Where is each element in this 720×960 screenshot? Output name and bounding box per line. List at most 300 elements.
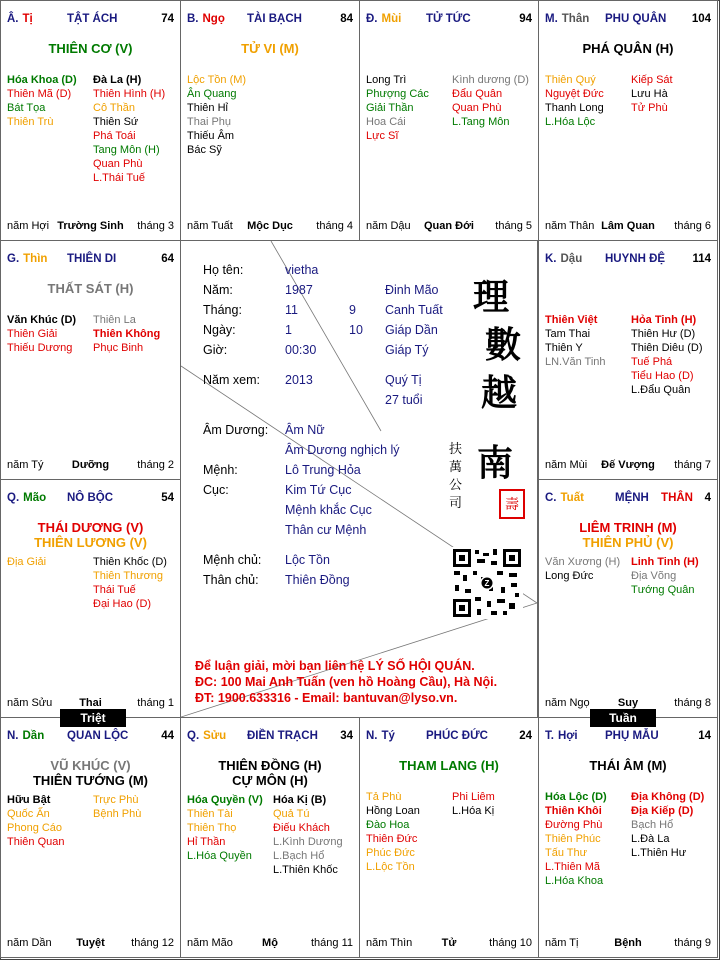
palace-abbr: G.: [7, 253, 20, 265]
palace-thin: [0, 240, 181, 480]
minor-star: Đào Hoa: [366, 819, 410, 831]
palace-header: [545, 730, 711, 744]
palace-footer: [7, 937, 174, 951]
minor-star: L.Đà La: [631, 833, 670, 845]
palace-branch: [545, 253, 582, 265]
palace-age-number: 64: [161, 253, 174, 265]
minor-star: Cô Thần: [93, 102, 135, 114]
minor-star: Thiên Khôi: [545, 805, 602, 817]
minor-stars-right: [631, 73, 673, 115]
footer-year: năm Thìn: [366, 937, 413, 949]
age-value: 27 tuổi: [385, 393, 423, 407]
palace-dau: [538, 240, 718, 480]
footer-stage: Dưỡng: [71, 459, 110, 471]
minor-star: Điếu Khách: [273, 822, 330, 834]
minor-star: Hóa Quyền (V): [187, 794, 263, 806]
palace-branch: [545, 492, 584, 504]
palace-age-number: 44: [161, 730, 174, 742]
major-star: THIÊN PHỦ (V): [582, 535, 674, 550]
minor-star: Đà La (H): [93, 74, 142, 86]
palace-name: NÔ BỘC: [67, 492, 113, 504]
minor-star: Tiểu Hao (D): [631, 370, 694, 382]
minor-star: L.Thiên Hư: [631, 847, 687, 859]
palace-header: [545, 13, 711, 27]
minor-star: Thiên Diêu (D): [631, 342, 703, 354]
name-label: Họ tên:: [203, 263, 244, 277]
minor-star: Quan Phù: [93, 158, 143, 170]
day-solar: 1: [285, 323, 292, 337]
minor-star: Tướng Quân: [631, 584, 695, 596]
palace-abbr: M.: [545, 13, 558, 25]
footer-year: năm Sửu: [7, 697, 53, 709]
seal-char-4: 司: [449, 496, 463, 511]
minor-star: Thiên Khốc (D): [93, 556, 167, 568]
minor-star: Hóa Lộc (D): [545, 791, 607, 803]
minor-star: Phúc Đức: [366, 847, 415, 859]
minor-star: Quốc Ấn: [7, 808, 50, 820]
minor-star: Phượng Các: [366, 88, 429, 100]
palace-footer: [187, 220, 353, 234]
minor-stars-left: [545, 73, 604, 129]
minor-star: Thiên Đức: [366, 833, 418, 845]
contact-line-2: ĐC: 100 Mai Anh Tuấn (ven hồ Hoàng Cầu), Hà Nội.: [195, 675, 498, 689]
minor-star: Tả Phù: [366, 791, 402, 803]
palace-branch: [366, 730, 395, 742]
menh-label: Mệnh:: [203, 463, 238, 477]
minor-star: Nguyệt Đức: [545, 88, 604, 100]
footer-year: năm Tuất: [187, 220, 233, 232]
minor-star: Quan Phù: [452, 102, 502, 114]
minor-star: Hồng Loan: [366, 805, 420, 817]
palace-name: HUYNH ĐỆ: [605, 253, 666, 265]
palace-name: TÀI BẠCH: [247, 13, 302, 25]
minor-stars-left: [187, 793, 263, 863]
palace-footer: [545, 937, 711, 951]
palace-ti: [359, 717, 539, 958]
than-chu-value: Thiên Đồng: [285, 573, 350, 587]
contact-line-1: Để luận giải, mời bạn liên hệ LÝ SỐ HỘI QUÁN.: [195, 659, 475, 673]
palace-name: TỬ TỨC: [426, 13, 471, 25]
svg-text:Z: Z: [484, 579, 490, 588]
palace-age-number: 14: [698, 730, 711, 742]
palace-header: [366, 730, 532, 744]
palace-branch-name: Thìn: [23, 253, 48, 265]
palace-ty: [0, 0, 181, 241]
footer-stage: Trường Sinh: [57, 220, 124, 232]
view-year-value: 2013: [285, 373, 313, 387]
palace-abbr: Â.: [7, 13, 19, 25]
minor-star: Tử Phù: [631, 102, 668, 114]
major-star: THÁI ÂM (M): [589, 758, 667, 773]
palace-ngo: [180, 0, 360, 241]
minor-star: L.Hóa Kị: [452, 805, 495, 817]
minor-star: Hoa Cái: [366, 116, 406, 128]
palace-branch-name: Dậu: [560, 253, 583, 265]
minor-star: Long Đức: [545, 570, 594, 582]
palace-branch: [7, 253, 47, 265]
cuc-label: Cục:: [203, 483, 229, 497]
minor-star: Trực Phù: [93, 794, 139, 806]
palace-branch-name: Ngọ: [202, 13, 225, 25]
qr-code-icon: [451, 547, 523, 619]
palace-suu: [180, 717, 360, 958]
palace-age-number: 94: [519, 13, 532, 25]
minor-stars-left: [545, 313, 606, 369]
palace-header: [545, 492, 711, 506]
month-solar: 11: [285, 303, 298, 317]
minor-star: Tấu Thư: [545, 847, 588, 859]
minor-star: Bạch Hổ: [631, 819, 674, 831]
minor-stars-left: [545, 555, 620, 583]
minor-star: Thiên Y: [545, 342, 583, 354]
minor-star: Đường Phù: [545, 819, 603, 831]
year-canchi: Đinh Mão: [385, 283, 439, 297]
cuc-note-2: Thân cư Mệnh: [285, 523, 367, 537]
minor-star: Thái Tuế: [93, 584, 136, 596]
minor-star: Phi Liêm: [452, 791, 495, 803]
palace-branch: [7, 492, 46, 504]
footer-stage: Thai: [79, 697, 102, 709]
month-canchi: Canh Tuất: [385, 303, 443, 317]
major-star: CỰ MÔN (H): [232, 773, 308, 788]
minor-star: Địa Kiếp (D): [631, 805, 694, 817]
minor-star: L.Lộc Tồn: [366, 861, 415, 873]
palace-branch: [187, 13, 225, 25]
minor-star: Tuế Phá: [631, 356, 673, 368]
footer-month: tháng 6: [674, 220, 711, 232]
footer-month: tháng 8: [674, 697, 711, 709]
minor-star: Kiếp Sát: [631, 74, 673, 86]
minor-stars-right: [452, 790, 495, 818]
palace-hoi: [538, 717, 718, 958]
palace-age-number: 24: [519, 730, 532, 742]
palace-tuat: [538, 479, 718, 718]
footer-year: năm Dần: [7, 937, 52, 949]
seal-char-3: 公: [449, 478, 463, 493]
minor-star: Phá Toái: [93, 130, 136, 142]
major-star: VŨ KHÚC (V): [50, 758, 131, 773]
palace-abbr: Q.: [187, 730, 200, 742]
yin-yang-note: Âm Dương nghịch lý: [285, 443, 400, 457]
seal-char-1: 扶: [449, 442, 463, 457]
minor-star: Thiên Quan: [7, 836, 65, 848]
minor-star: Thiên Quý: [545, 74, 596, 86]
calligraphy-3: 越: [481, 372, 518, 414]
yin-yang-label: Âm Dương:: [203, 423, 269, 437]
palace-age-number: 104: [691, 13, 711, 25]
menh-chu-label: Mệnh chủ:: [203, 553, 262, 567]
palace-mao: [0, 479, 181, 718]
name-value: vietha: [285, 263, 319, 277]
minor-star: L.Thiên Khốc: [273, 864, 338, 876]
minor-star: Thiên Trù: [7, 116, 54, 128]
contact-line-3: ĐT: 1900.633316 - Email: bantuvan@lyso.vn.: [195, 691, 458, 705]
minor-star: Bệnh Phù: [93, 808, 142, 820]
minor-star: Hữu Bật: [7, 794, 51, 806]
palace-branch-name: Mão: [23, 492, 47, 504]
palace-branch: [545, 13, 589, 25]
footer-year: năm Hợi: [7, 220, 50, 232]
major-star: THIÊN CƠ (V): [48, 41, 133, 56]
minor-star: Phong Cáo: [7, 822, 63, 834]
palace-name: PHỤ MẪU: [605, 730, 659, 742]
minor-star: Đại Hao (D): [93, 598, 152, 610]
palace-footer: [366, 937, 532, 951]
minor-star: Bát Tọa: [7, 102, 46, 114]
footer-month: tháng 5: [495, 220, 532, 232]
minor-star: Lưu Hà: [631, 88, 668, 100]
footer-month: tháng 4: [316, 220, 353, 232]
minor-stars-right: [631, 555, 699, 597]
year-label: Năm:: [203, 283, 233, 297]
minor-star: Thiên Không: [93, 328, 161, 340]
minor-star: Văn Khúc (D): [7, 314, 77, 326]
minor-stars-right: [93, 555, 167, 611]
minor-stars-left: [7, 555, 46, 569]
minor-star: Thiên Thọ: [187, 822, 237, 834]
footer-year: năm Dậu: [366, 220, 411, 232]
footer-month: tháng 7: [674, 459, 711, 471]
minor-star: L.Hóa Lộc: [545, 116, 596, 128]
major-star: PHÁ QUÂN (H): [582, 41, 674, 56]
footer-stage: Mộc Dục: [247, 220, 293, 232]
footer-stage: Lâm Quan: [601, 220, 655, 232]
major-star: LIÊM TRINH (M): [579, 520, 677, 535]
palace-branch-name: Sửu: [203, 730, 227, 742]
palace-age-number: 54: [161, 492, 174, 504]
footer-stage: Tuyệt: [76, 937, 105, 949]
palace-branch-name: Thân: [561, 13, 590, 25]
palace-footer: [366, 220, 532, 234]
minor-stars-left: [366, 790, 420, 874]
palace-branch-name: Hợi: [557, 730, 578, 742]
tuan-tag: Tuần: [590, 709, 656, 727]
palace-age-number: 4: [704, 492, 711, 504]
minor-stars-right: [93, 313, 160, 355]
minor-star: Địa Không (D): [631, 791, 705, 803]
palace-branch: [366, 13, 401, 25]
palace-abbr: B.: [187, 13, 199, 25]
cuc-note: Mệnh khắc Cục: [285, 503, 372, 517]
minor-star: Thiên Thương: [93, 570, 164, 582]
minor-star: Đẩu Quân: [452, 88, 503, 100]
view-year-label: Năm xem:: [203, 373, 260, 387]
month-lunar: 9: [349, 303, 356, 317]
minor-star: Hỉ Thần: [187, 836, 226, 848]
palace-age-number: 84: [340, 13, 353, 25]
minor-star: Bác Sỹ: [187, 144, 222, 156]
month-label: Tháng:: [203, 303, 242, 317]
minor-star: LN.Văn Tinh: [545, 356, 606, 368]
major-star: THAM LANG (H): [399, 758, 499, 773]
minor-star: Kình dương (D): [452, 74, 529, 86]
palace-age-number: 74: [161, 13, 174, 25]
palace-name: ĐIỀN TRẠCH: [247, 730, 318, 742]
minor-stars-left: [7, 793, 64, 849]
menh-value: Lô Trung Hỏa: [285, 463, 361, 477]
minor-star: Văn Xương (H): [545, 556, 621, 568]
palace-abbr: C.: [545, 492, 557, 504]
minor-star: Ân Quang: [187, 88, 237, 100]
footer-month: tháng 9: [674, 937, 711, 949]
minor-star: Thiên Việt: [545, 314, 598, 326]
minor-star: Hỏa Tinh (H): [631, 314, 697, 326]
minor-star: Tam Thai: [545, 328, 591, 340]
footer-month: tháng 11: [310, 937, 353, 949]
minor-star: L.Thái Tuế: [93, 172, 145, 184]
palace-branch: [7, 13, 33, 25]
palace-branch: [187, 730, 226, 742]
palace-name: QUAN LỘC: [67, 730, 129, 742]
year-value: 1987: [285, 283, 313, 297]
minor-stars-right: [631, 790, 704, 860]
footer-stage: Suy: [617, 697, 639, 709]
footer-month: tháng 1: [137, 697, 174, 709]
minor-star: Thiên Tài: [187, 808, 233, 820]
footer-year: năm Thân: [545, 220, 595, 232]
footer-stage: Bệnh: [614, 937, 642, 949]
palace-mui: [359, 0, 539, 241]
menh-chu-value: Lộc Tồn: [285, 553, 330, 567]
minor-star: Giải Thần: [366, 102, 414, 114]
palace-footer: [187, 937, 353, 951]
major-star: THÁI DƯƠNG (V): [37, 520, 144, 535]
minor-star: Thiên Hư (D): [631, 328, 696, 340]
minor-star: L.Kình Dương: [273, 836, 343, 848]
minor-star: L.Hóa Quyền: [187, 850, 252, 862]
minor-star: Thanh Long: [545, 102, 604, 114]
footer-stage: Mộ: [262, 937, 278, 949]
footer-year: năm Mão: [187, 937, 233, 949]
palace-branch-name: Tuất: [560, 492, 584, 504]
palace-branch-name: Tị: [22, 13, 33, 25]
minor-star: L.Hóa Khoa: [545, 875, 604, 887]
day-lunar: 10: [349, 323, 363, 337]
minor-stars-left: [7, 313, 76, 355]
palace-age-number: 114: [692, 253, 711, 265]
palace-header: [7, 730, 174, 744]
triet-tag: Triệt: [60, 709, 126, 727]
palace-abbr: K.: [545, 253, 557, 265]
minor-stars-left: [7, 73, 77, 129]
palace-branch-name: Mùi: [381, 13, 402, 25]
minor-star: Long Trì: [366, 74, 407, 86]
view-year-canchi: Quý Tị: [385, 373, 422, 387]
palace-header: [187, 730, 353, 744]
minor-star: Hóa Kị (B): [273, 794, 327, 806]
palace-abbr: Q.: [7, 492, 20, 504]
yin-yang-value: Âm Nữ: [285, 423, 325, 437]
palace-footer: [545, 220, 711, 234]
day-canchi: Giáp Dần: [385, 323, 438, 337]
palace-name: THIÊN DI: [67, 253, 117, 265]
palace-name: MỆNH: [615, 492, 649, 504]
palace-header: [187, 13, 353, 27]
palace-header: [7, 13, 174, 27]
minor-star: Thiên Hình (H): [93, 88, 166, 100]
minor-star: L.Đẩu Quân: [631, 384, 691, 396]
palace-branch: [7, 730, 44, 742]
footer-year: năm Ngọ: [545, 697, 590, 709]
minor-star: Địa Võng: [631, 570, 677, 582]
palace-header: [545, 253, 711, 267]
palace-name: PHÚC ĐỨC: [426, 730, 488, 742]
minor-star: Thiên Hỉ: [187, 102, 228, 114]
footer-stage: Tử: [441, 937, 457, 949]
minor-stars-left: [187, 73, 246, 157]
palace-abbr: T.: [545, 730, 554, 742]
palace-branch-name: Tý: [381, 730, 395, 742]
center-info-panel: [180, 240, 538, 718]
than-chu-label: Thân chủ:: [203, 573, 259, 587]
minor-star: Thiếu Âm: [187, 130, 235, 142]
minor-star: Thiên Giải: [7, 328, 58, 340]
minor-stars-right: [631, 313, 703, 397]
palace-than: [538, 0, 718, 241]
minor-star: Lực Sĩ: [366, 130, 399, 142]
footer-month: tháng 10: [489, 937, 532, 949]
footer-month: tháng 2: [137, 459, 174, 471]
palace-header: [7, 492, 174, 506]
major-star: THIÊN TƯỚNG (M): [32, 773, 149, 788]
palace-abbr: Đ.: [366, 13, 378, 25]
minor-star: Thai Phụ: [187, 116, 232, 128]
major-star: THIÊN ĐỒNG (H): [218, 758, 322, 773]
palace-footer: [7, 220, 174, 234]
minor-stars-left: [366, 73, 429, 143]
minor-stars-right: [93, 793, 141, 821]
minor-star: Địa Giải: [7, 556, 47, 568]
seal-char-2: 萬: [449, 460, 463, 475]
red-seal-icon: 壽: [499, 489, 525, 519]
minor-star: Thiên Mã (D): [7, 88, 72, 100]
palace-abbr: N.: [7, 730, 19, 742]
minor-star: L.Tang Môn: [452, 116, 510, 128]
footer-stage: Quan Đới: [424, 220, 474, 232]
palace-footer: [545, 459, 711, 473]
major-star: THIÊN LƯƠNG (V): [34, 535, 147, 550]
footer-year: năm Tị: [545, 937, 579, 949]
palace-header: [7, 253, 174, 267]
minor-star: Tang Môn (H): [93, 144, 160, 156]
footer-month: tháng 12: [131, 937, 174, 949]
minor-star: Linh Tinh (H): [631, 556, 699, 568]
minor-star: Phục Binh: [93, 342, 144, 354]
minor-star: Thiên Phúc: [545, 833, 601, 845]
palace-name: PHU QUÂN: [605, 13, 667, 25]
minor-star: Lộc Tồn (M): [187, 74, 247, 86]
footer-stage: Đế Vượng: [601, 459, 655, 471]
minor-star: Thiếu Dương: [7, 342, 73, 354]
minor-stars-right: [452, 73, 529, 129]
minor-star: Hóa Khoa (D): [7, 74, 77, 86]
palace-footer: [7, 459, 174, 473]
palace-age-number: 34: [340, 730, 353, 742]
palace-abbr: N.: [366, 730, 378, 742]
footer-month: tháng 3: [137, 220, 174, 232]
footer-year: năm Mùi: [545, 459, 588, 471]
palace-dan: [0, 717, 181, 958]
major-star: TỬ VI (M): [241, 41, 299, 56]
cuc-value: Kim Tứ Cục: [285, 483, 352, 497]
minor-star: L.Thiên Mã: [545, 861, 601, 873]
palace-than-marker: THÂN: [661, 492, 693, 504]
day-label: Ngày:: [203, 323, 236, 337]
minor-star: Quả Tú: [273, 808, 310, 820]
palace-name: TẬT ÁCH: [67, 13, 118, 25]
calligraphy-4: 南: [477, 442, 514, 484]
minor-stars-left: [545, 790, 607, 888]
